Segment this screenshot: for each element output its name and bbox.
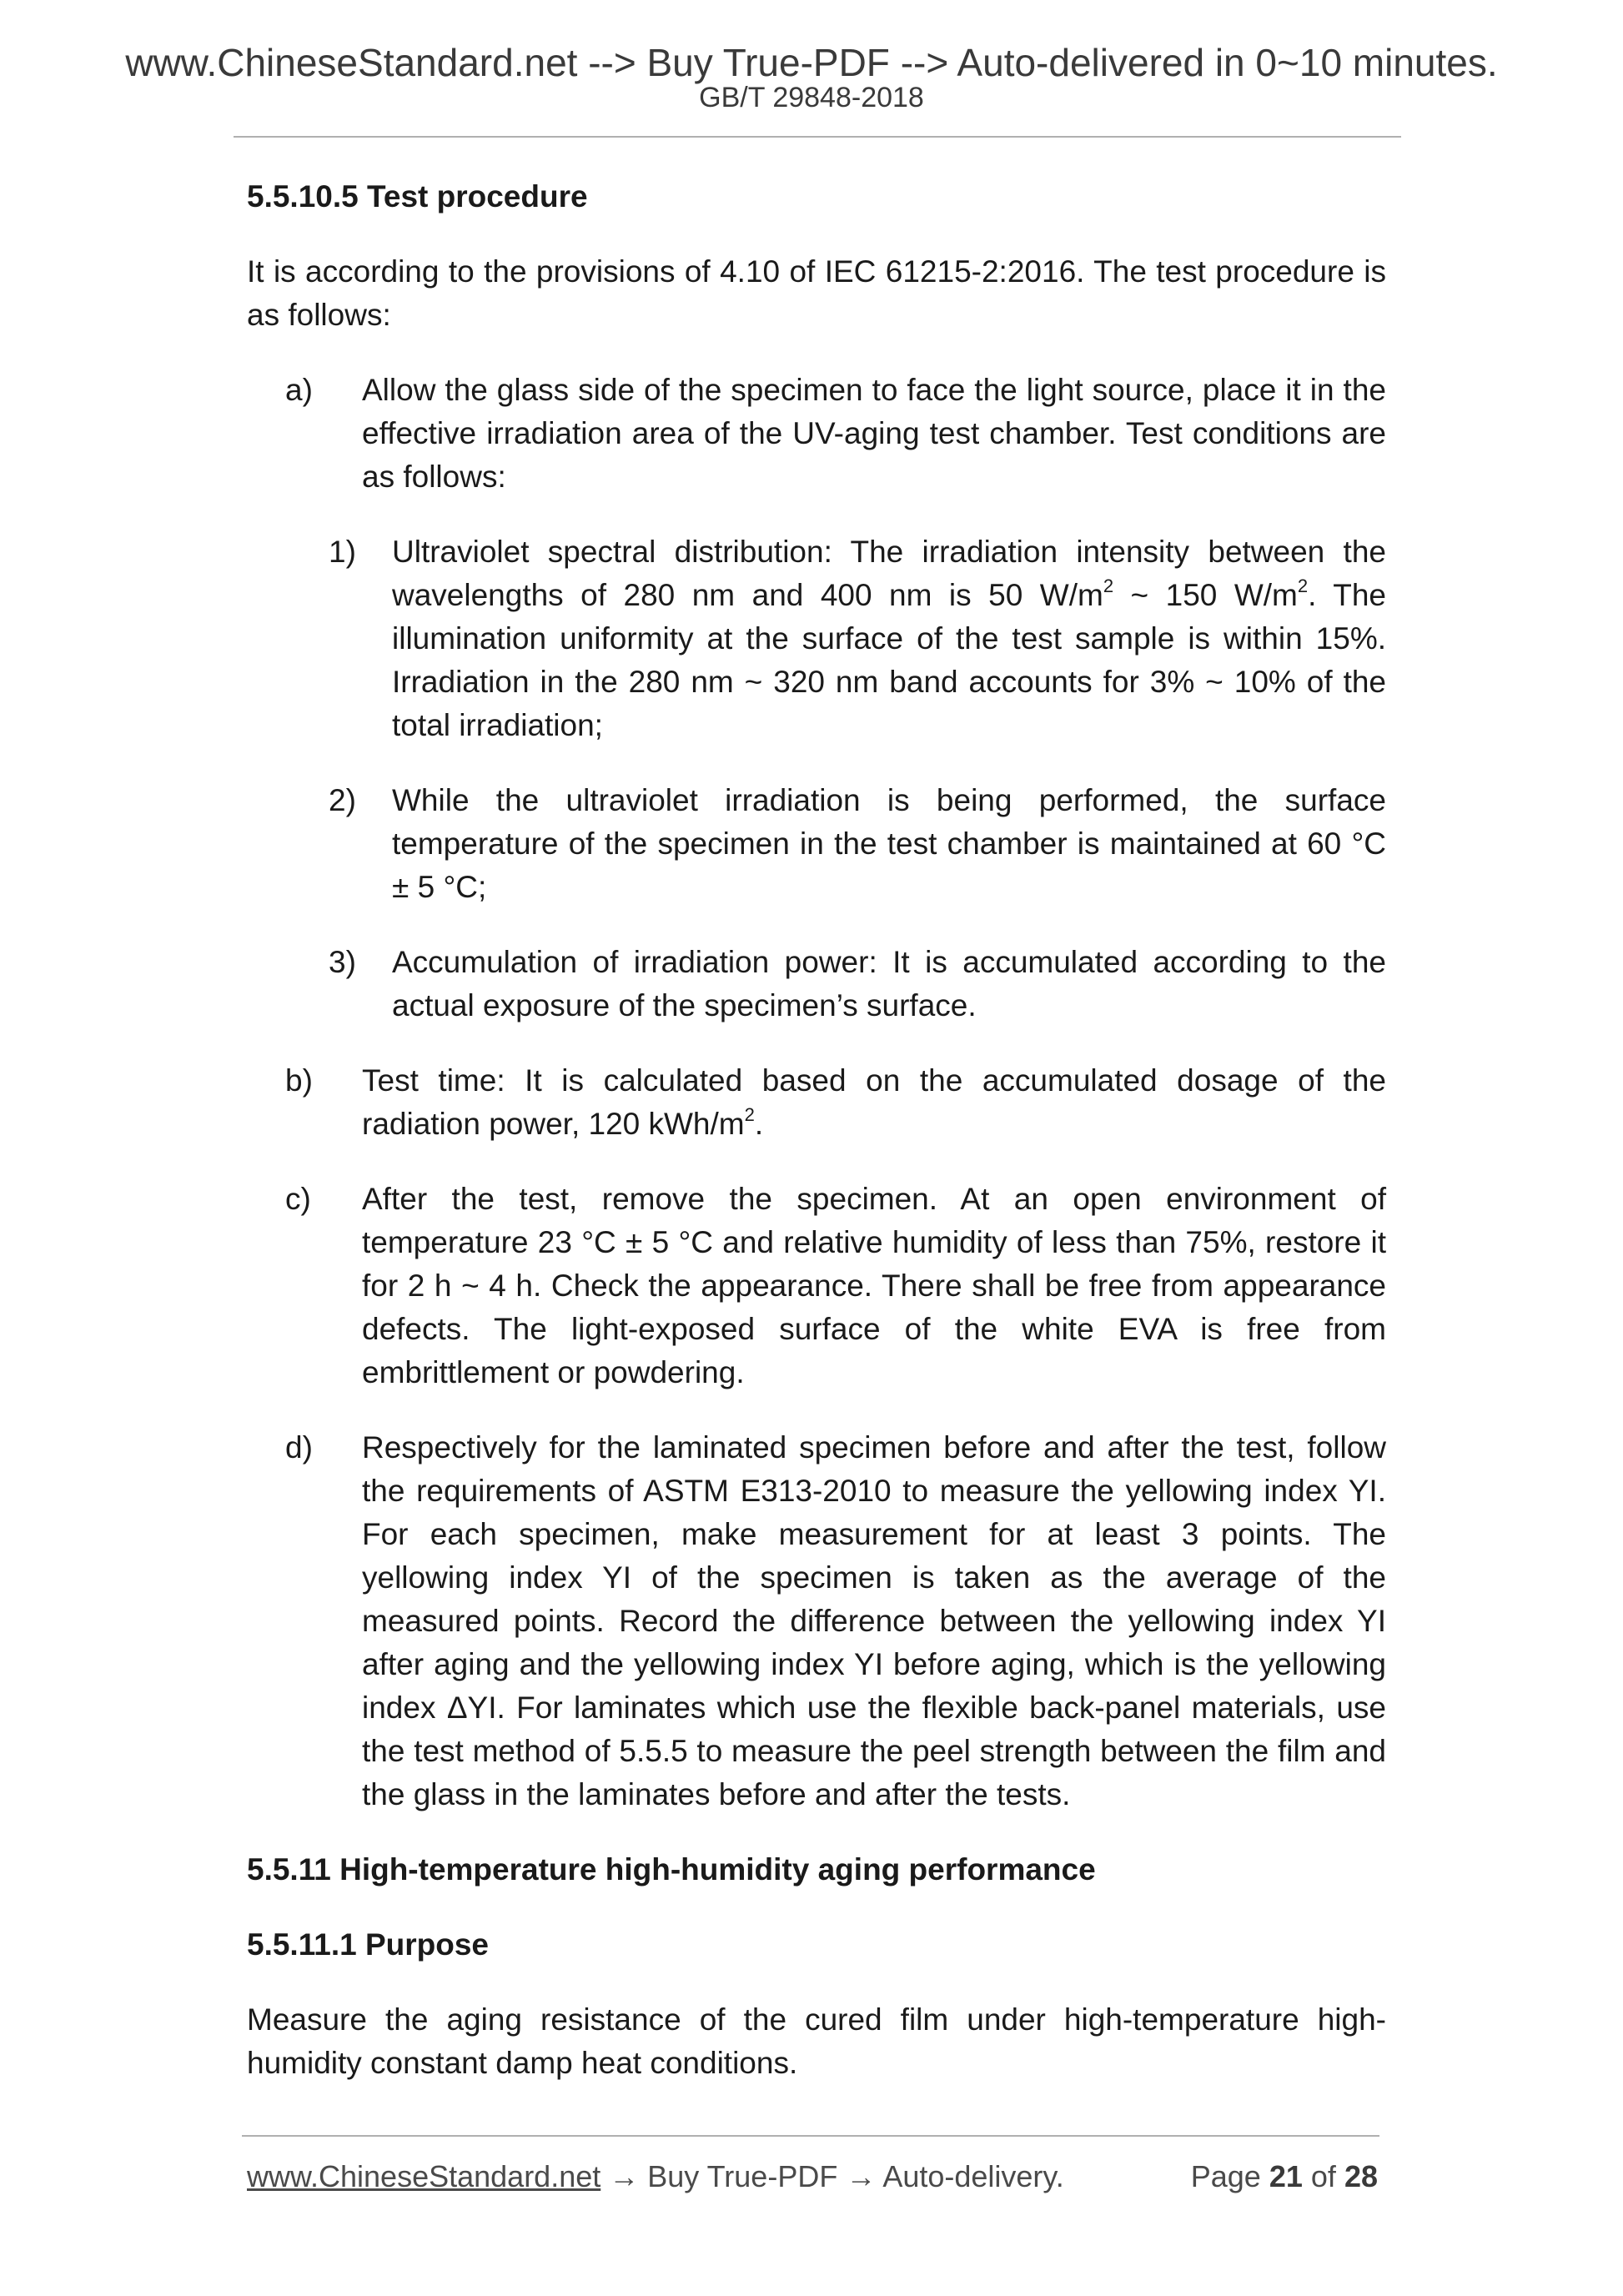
heading-5-5-10-5: 5.5.10.5 Test procedure: [247, 179, 588, 214]
list-item-text-part2: .: [754, 1107, 764, 1141]
site-banner: www.ChineseStandard.net --> Buy True-PDF --> Auto-delivered in 0~10 minutes.: [125, 41, 1498, 84]
sub-item-3: [329, 941, 1386, 1027]
heading-5-5-11-1: 5.5.11.1 Purpose: [247, 1927, 490, 1962]
document-code: GB/T 29848-2018: [699, 82, 924, 113]
list-marker: 1): [329, 535, 356, 569]
sub-item-text: While the ultraviolet irradiation is being performed, the surface temperature of the specimen in the test chamber is maintained at 60 °C ± 5 °C;: [392, 783, 1386, 904]
list-item-text: After the test, remove the specimen. At an open environment of temperature 23 °C ± 5 °C and relative humidity of less than 75%, restore it for 2 h ~ 4 h. Check the appearance. There shall be free from appearance defects. The light-exposed surface of the white EVA is free from embrittlement or powdering.: [362, 1182, 1386, 1389]
purpose-paragraph: Measure the aging resistance of the cured film under high-temperature high-humidity constant damp heat conditions.: [247, 2002, 1386, 2080]
list-item-text-part1: Test time: It is calculated based on the accumulated dosage of the radiation power, 120 kWh/m: [362, 1063, 1386, 1141]
list-marker: b): [285, 1063, 313, 1098]
intro-paragraph: It is according to the provisions of 4.10 of IEC 61215-2:2016. The test procedure is as follows:: [247, 254, 1386, 332]
footer-left: [247, 2160, 1064, 2193]
footer-divider: [242, 2135, 1379, 2137]
sub-item-2: [329, 779, 1386, 909]
heading-5-5-11: 5.5.11 High-temperature high-humidity aging performance: [247, 1852, 1096, 1887]
superscript: 2: [1297, 575, 1309, 596]
list-marker: d): [285, 1430, 313, 1465]
list-item-c: [285, 1178, 1386, 1394]
list-marker: a): [285, 373, 313, 407]
page-indicator: [1191, 2160, 1378, 2193]
sub-item-text-part3: . The illumination uniformity at the surface of the test sample is within 15%. Irradiation in the 280 nm ~ 320 nm band accounts for 3% ~ 10% of the total irradiation;: [392, 578, 1386, 742]
footer-tagline: → Buy True-PDF → Auto-delivery.: [600, 2159, 1064, 2193]
total-pages: 28: [1344, 2159, 1378, 2193]
header-divider: [234, 136, 1401, 138]
page-label: Page: [1190, 2159, 1261, 2193]
superscript: 2: [744, 1104, 755, 1125]
superscript: 2: [1103, 575, 1114, 596]
sub-item-1: [329, 530, 1386, 747]
sub-item-text-part1: Ultraviolet spectral distribution: The irradiation intensity between the wavelengths of 280 nm and 400 nm is 50 W/m: [392, 535, 1386, 612]
of-label: of: [1310, 2159, 1336, 2193]
list-marker: c): [285, 1182, 311, 1216]
list-item-text: Respectively for the laminated specimen before and after the test, follow the requirements of ASTM E313-2010 to measure the yellowing index YI. For each specimen, make measurement for at least 3 points. The yellowing index YI of the specimen is taken as the average of the measured points. Record the difference between the yellowing index YI after aging and the yellowing index YI before aging, which is the yellowing index ΔYI. For laminates which use the flexible back-panel materials, use the test method of 5.5.5 to measure the peel strength between the film and the glass in the laminates before and after the tests.: [362, 1430, 1386, 1811]
sub-item-text: Accumulation of irradiation power: It is accumulated according to the actual exposure of the specimen’s surface.: [392, 945, 1386, 1022]
page-number: 21: [1269, 2159, 1303, 2193]
page-content: [247, 175, 1386, 2085]
list-item-d: [285, 1426, 1386, 1816]
list-marker: 3): [329, 945, 356, 979]
footer-site-link[interactable]: www.ChineseStandard.net: [247, 2159, 601, 2193]
list-item-a: [285, 369, 1386, 499]
list-marker: 2): [329, 783, 356, 817]
list-item-b: [285, 1059, 1386, 1146]
list-item-text: Allow the glass side of the specimen to face the light source, place it in the effective irradiation area of the UV-aging test chamber. Test conditions are as follows:: [362, 373, 1386, 494]
sub-item-text-part2: ~ 150 W/m: [1113, 578, 1298, 612]
